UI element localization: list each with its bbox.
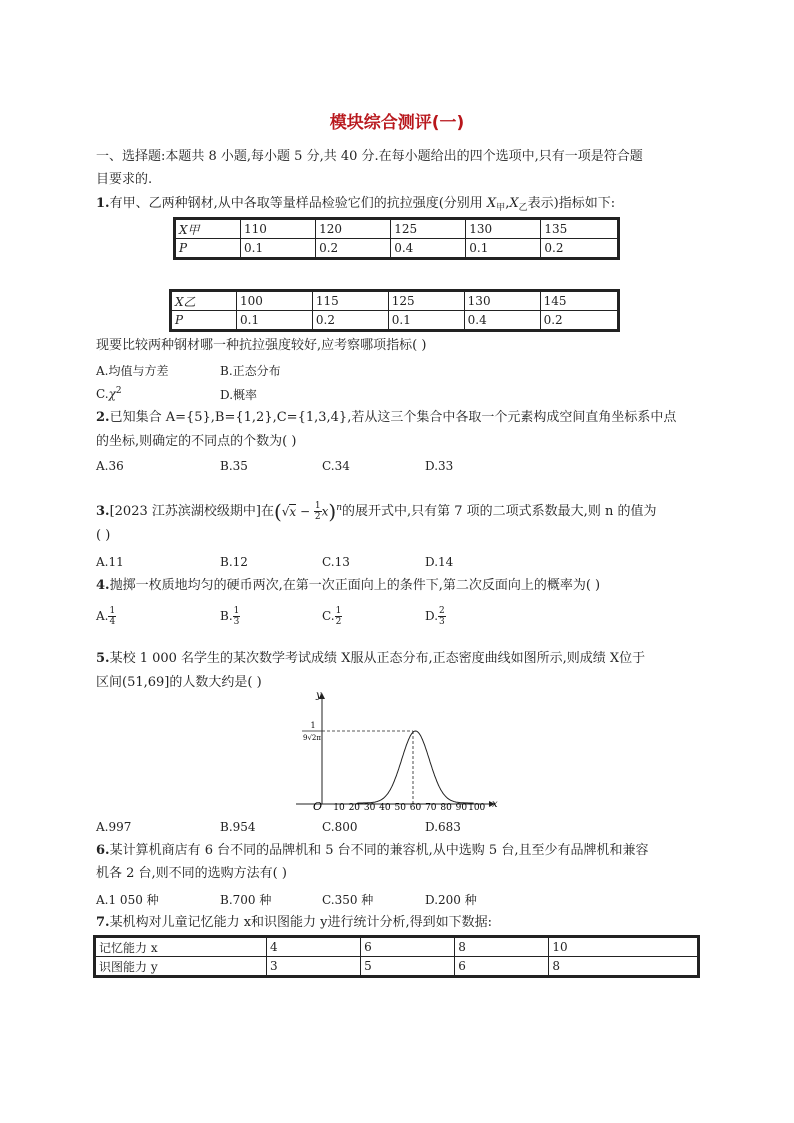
- q5-option-b[interactable]: B.954: [220, 820, 256, 834]
- x-tick-label: 100: [468, 803, 486, 813]
- fraction-denominator: 4: [109, 617, 116, 627]
- table-cell: 120: [316, 219, 391, 239]
- table-cell: 6: [455, 957, 549, 977]
- q3-option-c[interactable]: C.13: [322, 555, 350, 569]
- q6-option-b[interactable]: B.700 种: [220, 893, 272, 907]
- question-4-text: 抛掷一枚质地均匀的硬币两次,在第一次正面向上的条件下,第二次反面向上的概率为( ): [109, 578, 601, 593]
- q1-option-d[interactable]: D.概率: [220, 388, 258, 402]
- q2-option-c[interactable]: C.34: [322, 459, 350, 473]
- x-tick-label: 30: [363, 803, 376, 813]
- q5-option-c[interactable]: C.800: [322, 820, 358, 834]
- table-cell: 记忆能力 x: [95, 937, 267, 957]
- q6-option-a[interactable]: A.1 050 种: [96, 893, 159, 907]
- question-5-number: 5.: [96, 651, 110, 666]
- table-cell: 3: [267, 957, 361, 977]
- fraction-denominator: 2: [314, 512, 321, 522]
- table-cell: 130: [464, 291, 540, 311]
- peak-label-denominator: 9√2π: [303, 734, 321, 742]
- x-jia-subscript: 甲: [496, 203, 506, 213]
- table-cell: 0.2: [312, 311, 388, 331]
- option-label: B.: [220, 609, 233, 623]
- table-cell: 115: [312, 291, 388, 311]
- q5-option-a[interactable]: A.997: [96, 820, 132, 834]
- question-4-number: 4.: [96, 578, 110, 593]
- x-tick-label: 60: [409, 803, 422, 813]
- question-1-number: 1.: [96, 196, 110, 211]
- fraction-denominator: 3: [439, 617, 445, 627]
- table-cell: 125: [388, 291, 464, 311]
- x-jia-symbol: X: [486, 196, 497, 211]
- question-1-text: 有甲、乙两种钢材,从中各取等量样品检验它们的抗拉强度(分别用: [109, 196, 487, 211]
- table-cell: 10: [549, 937, 699, 957]
- question-2-number: 2.: [96, 410, 110, 425]
- sqrt-sign: √: [281, 504, 290, 519]
- q1-option-a[interactable]: A.均值与方差: [96, 364, 169, 378]
- option-label: D.: [425, 609, 439, 623]
- table-cell: P: [175, 239, 241, 259]
- fraction-denominator: 3: [233, 617, 240, 627]
- y-axis-label: y: [316, 690, 322, 701]
- table-cell: 6: [361, 937, 455, 957]
- question-6-number: 6.: [96, 843, 110, 858]
- question-2-line-2: 的坐标,则确定的不同点的个数为( ): [96, 434, 297, 449]
- table-row: [95, 957, 699, 977]
- x-tick-label: 20: [348, 803, 361, 813]
- question-7-stem: [96, 915, 492, 931]
- question-3-number: 3.: [96, 504, 110, 519]
- option-label: A.: [96, 609, 109, 623]
- question-7-number: 7.: [96, 915, 110, 930]
- table-cell: 110: [241, 219, 316, 239]
- table-cell: 145: [540, 291, 618, 311]
- section-instructions-line-2: 目要求的.: [96, 172, 153, 187]
- question-7-text: 某机构对儿童记忆能力 x和识图能力 y进行统计分析,得到如下数据:: [109, 915, 493, 930]
- table-cell: 0.1: [241, 239, 316, 259]
- fraction-denominator: 2: [335, 617, 342, 627]
- origin-label: O: [313, 800, 323, 813]
- question-5-line-2: 区间(51,69]的人数大约是( ): [96, 675, 262, 690]
- question-3-source: [2023 江苏滨湖校级期中]在: [109, 504, 274, 519]
- x-axis-label: x: [492, 799, 498, 810]
- question-3-answer-paren: ( ): [96, 528, 111, 543]
- density-curve: [357, 731, 473, 803]
- q3-option-d[interactable]: D.14: [425, 555, 454, 569]
- table-cell: 4: [267, 937, 361, 957]
- question-6-text: 某计算机商店有 6 台不同的品牌机和 5 台不同的兼容机,从中选购 5 台,且至少有品牌机和兼容: [109, 843, 649, 858]
- table-cell: 100: [237, 291, 313, 311]
- table-cell: 130: [466, 219, 541, 239]
- option-label: C.: [322, 609, 335, 623]
- table-cell: 识图能力 y: [95, 957, 267, 977]
- fraction-numerator: 1: [109, 606, 116, 616]
- x-tick-label: 40: [379, 803, 391, 813]
- table-cell: X乙: [171, 291, 237, 311]
- q3-option-b[interactable]: B.12: [220, 555, 248, 569]
- table-cell: 0.2: [316, 239, 391, 259]
- chi-symbol: χ: [108, 387, 116, 401]
- question-6-line-2: 机各 2 台,则不同的选购方法有( ): [96, 866, 287, 881]
- x-tick-label: 80: [440, 803, 452, 813]
- question-1-text-tail: 表示)指标如下:: [527, 196, 616, 211]
- x-tick-label: 10: [333, 803, 345, 813]
- table-cell: 0.2: [540, 311, 618, 331]
- left-paren: (: [273, 499, 282, 524]
- q2-option-a[interactable]: A.36: [96, 459, 124, 473]
- section-instructions-line-1: 一、选择题:本题共 8 小题,每小题 5 分,共 40 分.在每小题给出的四个选项中,只有一项是符合题: [96, 149, 643, 164]
- table-cell: 0.2: [541, 239, 619, 259]
- table-cell: 125: [391, 219, 466, 239]
- table-cell: 0.1: [237, 311, 313, 331]
- table-cell: 8: [455, 937, 549, 957]
- table-cell: 8: [549, 957, 699, 977]
- question-1-ask: 现要比较两种钢材哪一种抗拉强度较好,应考察哪项指标( ): [96, 338, 427, 353]
- table-cell: 0.1: [466, 239, 541, 259]
- question-6-line-1: [96, 843, 648, 859]
- x-tick-labels: [333, 803, 485, 813]
- sqrt-radicand: x: [289, 504, 297, 519]
- x-yi-subscript: 乙: [518, 203, 528, 213]
- x-tick-label: 50: [394, 803, 406, 813]
- question-2-text: 已知集合 A={5},B={1,2},C={1,3,4},若从这三个集合中各取一个元素构成空间直角坐标系中点: [109, 410, 677, 425]
- table-cell: 0.4: [391, 239, 466, 259]
- table-cell: X甲: [175, 219, 241, 239]
- x-yi-symbol: X: [509, 196, 519, 211]
- minus-sign: −: [296, 504, 314, 519]
- memory-recognition-table: [93, 935, 700, 978]
- page-title: 模块综合测评(一): [329, 113, 465, 133]
- fraction-numerator: 1: [335, 606, 342, 616]
- q3-option-a[interactable]: A.11: [96, 555, 124, 569]
- q2-option-b[interactable]: B.35: [220, 459, 248, 473]
- question-3-text: 的展开式中,只有第 7 项的二项式系数最大,则 n 的值为: [342, 504, 657, 519]
- q6-option-d[interactable]: D.200 种: [425, 893, 477, 907]
- exponent-n: n: [336, 503, 343, 513]
- x-tick-label: 90: [455, 803, 468, 813]
- table-cell: 0.1: [388, 311, 464, 331]
- table-cell: 0.4: [464, 311, 540, 331]
- table-cell: 5: [361, 957, 455, 977]
- table-cell: 135: [541, 219, 619, 239]
- peak-label-numerator: 1: [310, 721, 316, 730]
- question-5-text: 某校 1 000 名学生的某次数学考试成绩 X服从正态分布,正态密度曲线如图所示,则成绩 X位于: [109, 651, 646, 666]
- q5-option-d[interactable]: D.683: [425, 820, 461, 834]
- option-label: C.: [96, 387, 109, 401]
- comma: ,: [505, 196, 510, 211]
- x-tick-label: 70: [425, 803, 437, 813]
- table-cell: P: [171, 311, 237, 331]
- fraction-numerator: 1: [314, 501, 321, 511]
- x-term: x: [321, 504, 329, 519]
- q6-option-c[interactable]: C.350 种: [322, 893, 374, 907]
- table-row: [95, 937, 699, 957]
- right-paren: ): [328, 499, 337, 524]
- q2-option-d[interactable]: D.33: [425, 459, 454, 473]
- fraction-numerator: 1: [233, 606, 240, 616]
- q1-option-b[interactable]: B.正态分布: [220, 364, 281, 378]
- chi-superscript: 2: [115, 386, 122, 396]
- fraction-numerator: 2: [439, 606, 445, 616]
